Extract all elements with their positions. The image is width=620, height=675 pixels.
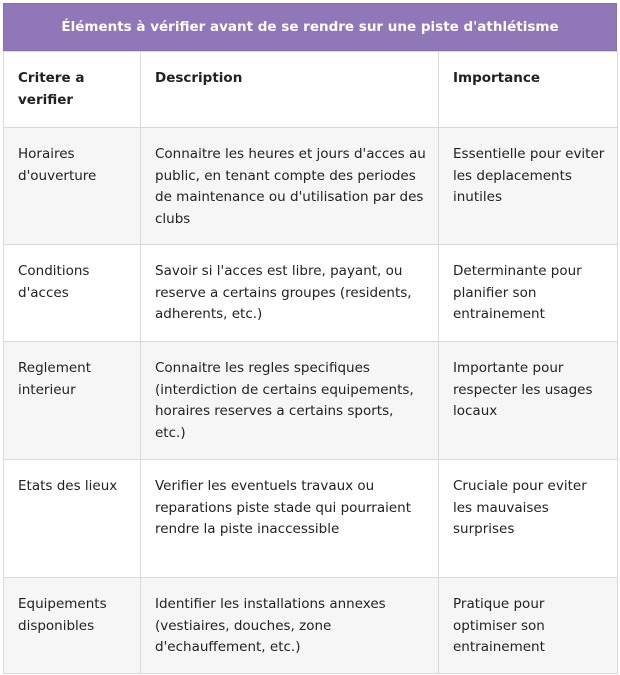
header-description: Description <box>141 52 439 128</box>
cell-description: Verifier les eventuels travaux ou reparations piste stade qui pourraient rendre la piste inaccessible <box>141 460 439 578</box>
table-row <box>4 460 618 578</box>
header-criterion: Critere a verifier <box>4 52 141 128</box>
cell-criterion: Conditions d'acces <box>4 245 141 342</box>
cell-importance: Pratique pour optimiser son entrainement <box>439 578 618 674</box>
cell-criterion: Etats des lieux <box>4 460 141 578</box>
table-title: Éléments à vérifier avant de se rendre sur une piste d'athlétisme <box>3 3 617 51</box>
table-row <box>4 245 618 342</box>
cell-importance: Determinante pour planifier son entrainement <box>439 245 618 342</box>
header-importance: Importance <box>439 52 618 128</box>
table-header-row <box>4 52 618 128</box>
cell-importance: Essentielle pour eviter les deplacements inutiles <box>439 128 618 245</box>
checklist-table <box>3 51 618 674</box>
table-row <box>4 128 618 245</box>
cell-criterion: Horaires d'ouverture <box>4 128 141 245</box>
table-row <box>4 578 618 674</box>
checklist-table-container <box>3 3 617 674</box>
cell-description: Identifier les installations annexes (vestiaires, douches, zone d'echauffement, etc.) <box>141 578 439 674</box>
cell-criterion: Equipements disponibles <box>4 578 141 674</box>
cell-description: Connaitre les regles specifiques (interdiction de certains equipements, horaires reserves a certains sports, etc.) <box>141 342 439 460</box>
table-row <box>4 342 618 460</box>
cell-description: Connaitre les heures et jours d'acces au public, en tenant compte des periodes de maintenance ou d'utilisation par des clubs <box>141 128 439 245</box>
cell-criterion: Reglement interieur <box>4 342 141 460</box>
cell-importance: Importante pour respecter les usages locaux <box>439 342 618 460</box>
cell-description: Savoir si l'acces est libre, payant, ou reserve a certains groupes (residents, adherents, etc.) <box>141 245 439 342</box>
cell-importance: Cruciale pour eviter les mauvaises surprises <box>439 460 618 578</box>
